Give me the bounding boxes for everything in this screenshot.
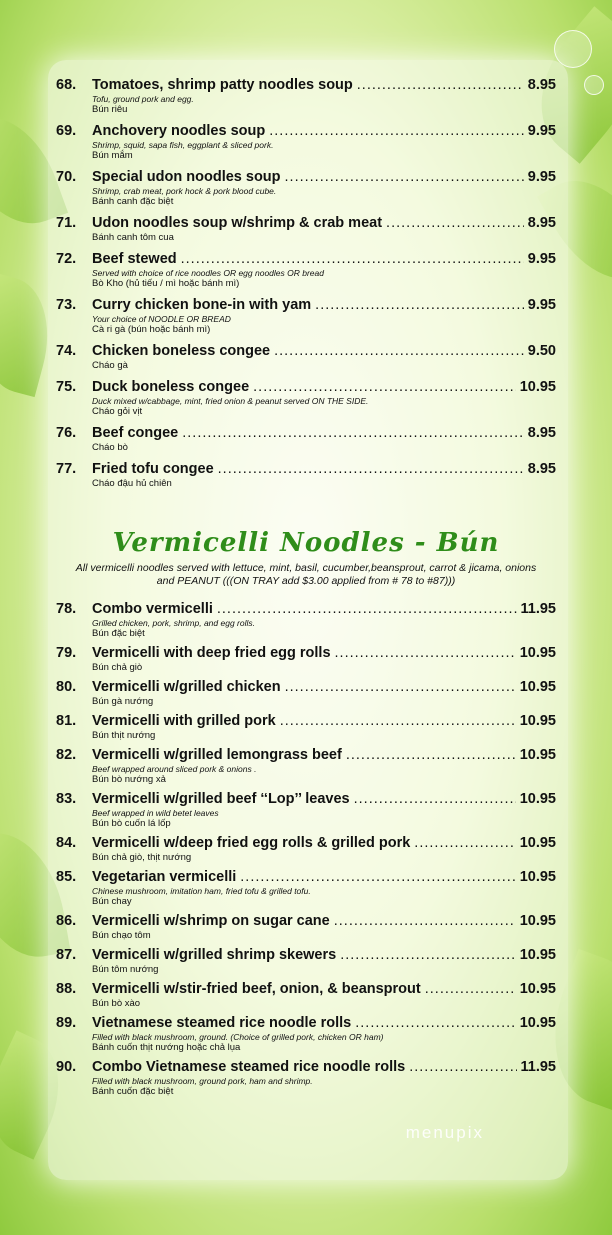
item-description: Tofu, ground pork and egg. — [92, 94, 194, 104]
item-vietnamese-name: Cháo gà — [92, 360, 128, 371]
menu-item — [56, 424, 556, 454]
menu-item-row — [56, 424, 556, 442]
menu-item-row — [56, 868, 556, 886]
item-price: 8.95 — [527, 215, 556, 231]
item-name: Vietnamese steamed rice noodle rolls — [92, 1015, 352, 1031]
item-price: 10.95 — [519, 869, 556, 885]
menu-item-row — [56, 250, 556, 268]
item-vietnamese-name: Bún chạo tôm — [92, 930, 151, 941]
menu-item-row — [56, 296, 556, 314]
item-vietnamese-name: Bún riêu — [92, 104, 128, 115]
menu-item — [56, 678, 556, 708]
dot-leader — [335, 644, 516, 662]
menu-item — [56, 342, 556, 372]
item-price: 10.95 — [519, 747, 556, 763]
item-name: Vermicelli w/grilled beef ‘‘Lop’’ leaves — [92, 791, 350, 807]
menu-item-row — [56, 1058, 556, 1076]
dot-leader — [414, 834, 515, 852]
item-number: 74. — [56, 343, 77, 359]
item-name: Vermicelli w/grilled shrimp skewers — [92, 947, 337, 963]
menu-item — [56, 834, 556, 864]
item-name: Chicken boneless congee — [92, 343, 271, 359]
item-price: 9.95 — [527, 297, 556, 313]
soup-list — [56, 76, 556, 490]
item-vietnamese-name: Bún đặc biệt — [92, 628, 145, 639]
item-number: 79. — [56, 645, 77, 661]
item-description: Beef wrapped around sliced pork & onions . — [92, 764, 257, 774]
item-price: 9.50 — [527, 343, 556, 359]
item-vietnamese-name: Bánh canh tôm cua — [92, 232, 174, 243]
item-description: Chinese mushroom, imitation ham, fried tofu & grilled tofu. — [92, 886, 311, 896]
item-price: 11.95 — [520, 601, 556, 617]
menu-item — [56, 946, 556, 976]
item-number: 84. — [56, 835, 77, 851]
menu-item-row — [56, 834, 556, 852]
item-number: 80. — [56, 679, 77, 695]
item-price: 10.95 — [519, 679, 556, 695]
item-name: Vermicelli with grilled pork — [92, 713, 276, 729]
item-vietnamese-name: Bún bò xào — [92, 998, 141, 1009]
item-vietnamese-name: Cháo đậu hủ chiên — [92, 478, 172, 489]
menu-item — [56, 712, 556, 742]
item-name: Combo vermicelli — [92, 601, 213, 617]
item-name: Duck boneless congee — [92, 379, 250, 395]
item-price: 9.95 — [527, 123, 556, 139]
menu-item-row — [56, 342, 556, 360]
item-vietnamese-name: Bánh canh đặc biệt — [92, 196, 174, 207]
item-number: 89. — [56, 1015, 77, 1031]
item-description: Duck mixed w/cabbage, mint, fried onion & peanut served ON THE SIDE. — [92, 396, 369, 406]
item-name: Vermicelli w/grilled lemongrass beef — [92, 747, 342, 763]
menu-item — [56, 250, 556, 290]
menu-item — [56, 746, 556, 786]
item-name: Vermicelli w/deep fried egg rolls & grilled pork — [92, 835, 411, 851]
item-number: 78. — [56, 601, 77, 617]
menu-item-row — [56, 644, 556, 662]
item-price: 9.95 — [527, 169, 556, 185]
menu-item — [56, 378, 556, 418]
menu-item-row — [56, 946, 556, 964]
dot-leader — [340, 946, 516, 964]
vermicelli-list — [56, 600, 556, 1098]
item-vietnamese-name: Bún chả giò, thịt nướng — [92, 852, 192, 863]
item-price: 10.95 — [519, 913, 556, 929]
item-number: 90. — [56, 1059, 77, 1075]
item-price: 10.95 — [519, 1015, 556, 1031]
dot-leader — [409, 1058, 516, 1076]
dot-leader — [346, 746, 516, 764]
dot-leader — [315, 296, 524, 314]
dot-leader — [218, 460, 524, 478]
item-number: 85. — [56, 869, 77, 885]
menu-item-row — [56, 600, 556, 618]
dot-leader — [240, 868, 515, 886]
menu-item — [56, 122, 556, 162]
item-price: 10.95 — [519, 379, 556, 395]
watermark: menupix — [405, 1123, 484, 1142]
menu-item-row — [56, 378, 556, 396]
item-number: 69. — [56, 123, 77, 139]
item-name: Beef stewed — [92, 251, 177, 267]
menu-item — [56, 168, 556, 208]
item-price: 10.95 — [519, 947, 556, 963]
item-name: Vegetarian vermicelli — [92, 869, 237, 885]
dot-leader — [357, 76, 524, 94]
menu-item — [56, 76, 556, 116]
item-description: Filled with black mushroom, ground pork, ham and shrimp. — [92, 1076, 313, 1086]
menu-item-row — [56, 912, 556, 930]
item-price: 10.95 — [519, 645, 556, 661]
item-price: 11.95 — [520, 1059, 556, 1075]
dot-leader — [253, 378, 516, 396]
item-name: Vermicelli w/grilled chicken — [92, 679, 281, 695]
item-vietnamese-name: Cháo gỏi vịt — [92, 406, 143, 417]
dot-leader — [217, 600, 517, 618]
item-vietnamese-name: Bánh cuốn thịt nướng hoặc chả lụa — [92, 1042, 241, 1053]
section-note: All vermicelli noodles served with lettuce, mint, basil, cucumber,beansprout, carrot & jicama, onions and PEANUT (((ON TRAY add $3.00 applied from # 78 to #87))) — [75, 562, 537, 587]
item-description: Beef wrapped in wild betet leaves — [92, 808, 219, 818]
item-price: 10.95 — [519, 791, 556, 807]
menu-item-row — [56, 790, 556, 808]
menu-item — [56, 980, 556, 1010]
menu-item-row — [56, 712, 556, 730]
item-vietnamese-name: Bún tôm nướng — [92, 964, 159, 975]
menu-item — [56, 214, 556, 244]
item-description: Your choice of NOODLE OR BREAD — [92, 314, 231, 324]
item-vietnamese-name: Cháo bò — [92, 442, 128, 453]
item-price: 8.95 — [527, 77, 556, 93]
item-price: 8.95 — [527, 425, 556, 441]
item-description: Shrimp, crab meat, pork hock & pork blood cube. — [92, 186, 277, 196]
item-number: 87. — [56, 947, 77, 963]
item-vietnamese-name: Bún chay — [92, 896, 132, 907]
item-name: Tomatoes, shrimp patty noodles soup — [92, 77, 353, 93]
menu-item — [56, 790, 556, 830]
dot-leader — [354, 790, 516, 808]
item-vietnamese-name: Bún chả giò — [92, 662, 143, 673]
item-description: Grilled chicken, pork, shrimp, and egg rolls. — [92, 618, 255, 628]
item-name: Vermicelli with deep fried egg rolls — [92, 645, 331, 661]
item-number: 68. — [56, 77, 77, 93]
item-number: 77. — [56, 461, 77, 477]
bubble-decoration — [584, 75, 604, 95]
item-number: 88. — [56, 981, 77, 997]
item-vietnamese-name: Bún gà nướng — [92, 696, 154, 707]
item-number: 81. — [56, 713, 77, 729]
item-vietnamese-name: Bún bò nướng xả — [92, 774, 166, 785]
item-vietnamese-name: Bún thịt nướng — [92, 730, 156, 741]
dot-leader — [285, 678, 516, 696]
item-price: 10.95 — [519, 713, 556, 729]
item-number: 72. — [56, 251, 77, 267]
item-number: 76. — [56, 425, 77, 441]
section-title: Vermicelli Noodles - Bún — [112, 528, 500, 558]
menu-item — [56, 868, 556, 908]
item-description: Filled with black mushroom, ground. (Choice of grilled pork, chicken OR ham) — [92, 1032, 384, 1042]
menu-item — [56, 1058, 556, 1098]
dot-leader — [386, 214, 524, 232]
menu-item — [56, 1014, 556, 1054]
item-name: Vermicelli w/shrimp on sugar cane — [92, 913, 330, 929]
menu-item-row — [56, 460, 556, 478]
menu-item-row — [56, 168, 556, 186]
menu-item-row — [56, 214, 556, 232]
menu-item-row — [56, 122, 556, 140]
dot-leader — [280, 712, 516, 730]
item-number: 70. — [56, 169, 77, 185]
menu-item — [56, 460, 556, 490]
menu-item-row — [56, 678, 556, 696]
item-price: 9.95 — [527, 251, 556, 267]
menu-item — [56, 296, 556, 336]
item-price: 10.95 — [519, 835, 556, 851]
dot-leader — [355, 1014, 515, 1032]
item-price: 8.95 — [527, 461, 556, 477]
menu-item-row — [56, 746, 556, 764]
menu-item — [56, 600, 556, 640]
dot-leader — [425, 980, 516, 998]
item-number: 71. — [56, 215, 77, 231]
item-vietnamese-name: Cà ri gà (bún hoặc bánh mì) — [92, 324, 211, 335]
item-vietnamese-name: Bún mắm — [92, 150, 133, 161]
dot-leader — [285, 168, 524, 186]
item-vietnamese-name: Bún bò cuốn lá lốp — [92, 818, 171, 829]
item-name: Special udon noodles soup — [92, 169, 281, 185]
item-number: 86. — [56, 913, 77, 929]
item-number: 82. — [56, 747, 77, 763]
menu-item-row — [56, 76, 556, 94]
menu-item-row — [56, 980, 556, 998]
item-name: Fried tofu congee — [92, 461, 214, 477]
item-name: Beef congee — [92, 425, 179, 441]
menu-item — [56, 644, 556, 674]
item-name: Vermicelli w/stir-fried beef, onion, & beansprout — [92, 981, 421, 997]
dot-leader — [334, 912, 516, 930]
item-vietnamese-name: Bánh cuốn đặc biệt — [92, 1086, 174, 1097]
item-number: 75. — [56, 379, 77, 395]
item-name: Curry chicken bone-in with yam — [92, 297, 312, 313]
dot-leader — [274, 342, 524, 360]
item-description: Shrimp, squid, sapa fish, eggplant & sliced pork. — [92, 140, 274, 150]
menu-content — [56, 76, 556, 1102]
dot-leader — [269, 122, 524, 140]
item-name: Anchovery noodles soup — [92, 123, 266, 139]
item-name: Udon noodles soup w/shrimp & crab meat — [92, 215, 383, 231]
dot-leader — [182, 424, 524, 442]
item-vietnamese-name: Bò Kho (hủ tiếu / mì hoặc bánh mì) — [92, 278, 240, 289]
menu-item-row — [56, 1014, 556, 1032]
item-name: Combo Vietnamese steamed rice noodle rolls — [92, 1059, 406, 1075]
item-price: 10.95 — [519, 981, 556, 997]
dot-leader — [181, 250, 524, 268]
item-number: 73. — [56, 297, 77, 313]
item-description: Served with choice of rice noodles OR egg noodles OR bread — [92, 268, 324, 278]
item-number: 83. — [56, 791, 77, 807]
menu-item — [56, 912, 556, 942]
